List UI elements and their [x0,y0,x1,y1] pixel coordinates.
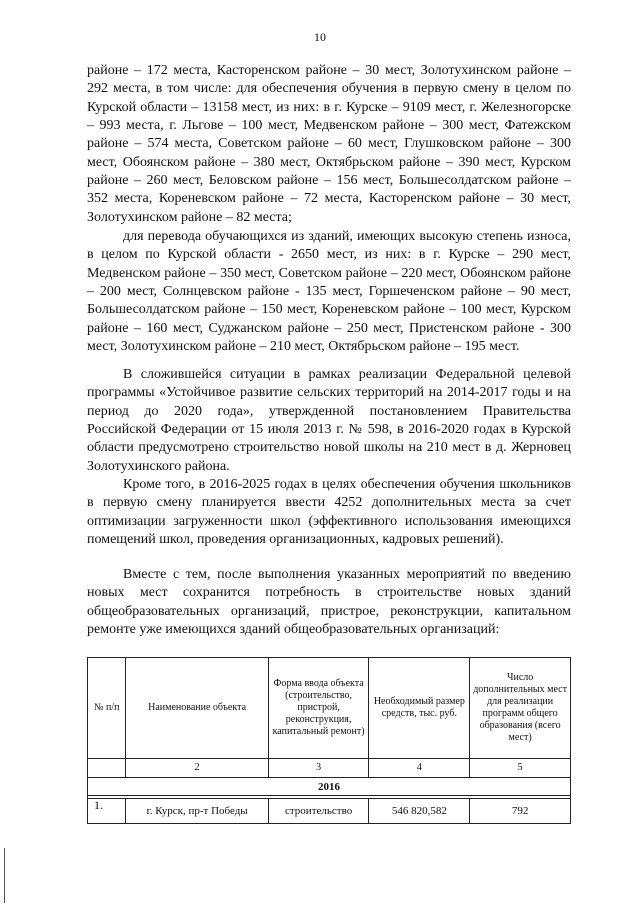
paragraph-3 [87,366,571,476]
header-input-form: Форма ввода объекта (строительство, пристрой, реконструкция, капитальный ремонт) [268,658,369,759]
header-object-name: Наименование объекта [126,658,268,759]
column-number: 5 [470,759,571,778]
table-column-numbers-row [88,759,571,778]
header-required-funds: Необходимый размер средств, тыс. руб. [369,658,470,759]
column-number: 4 [369,759,470,778]
column-number [88,759,126,778]
paragraph-5 [87,566,571,639]
column-number: 2 [126,759,268,778]
table-year-row [88,778,571,796]
header-number: № п/п [88,658,126,759]
year-label: 2016 [88,778,571,796]
table-row [88,799,571,824]
row-number: 1. [88,799,126,824]
header-additional-places: Число дополнительных мест для реализации программ общего образования (всего мест) [470,658,571,759]
paragraph-text: районе – 172 места, Касторенском районе – 30 мест, Золотухинском районе – 292 места, в том числе: для обеспечения обучения в первую смену в целом по Курской области – 13158 мест, из них: в г. Курске – 9109 мест, г. Железногорске – 993 места, г. Льгове – 100 мест, Медвенском районе – 300 мест, Фатежском районе – 574 места, Советском районе – 60 мест, Глушковском районе – 300 мест, Обоянском районе – 380 мест, Октябрьском районе – 390 мест, Курском районе – 260 мест, Беловском районе – 156 мест, Большесолдатском районе – 352 места, Кореневском районе – 72 места, Касторенском районе – 30 мест, Золотухинском районе – 82 места; [87,63,571,225]
row-additional-places: 792 [470,799,571,824]
page-number: 10 [314,30,326,44]
scan-edge-mark [4,848,5,903]
paragraph-2 [87,228,571,356]
row-required-funds: 546 820,582 [369,799,470,824]
paragraph-4 [87,476,571,549]
paragraph-text: Вместе с тем, после выполнения указанных мероприятий по введению новых мест сохранится потребность в строительстве новых зданий общеобразовательных организаций, пристрое, реконструкции, капитальном ремонте уже имеющихся зданий общеобразовательных организаций: [87,567,571,638]
paragraph-text: В сложившейся ситуации в рамках реализации Федеральной целевой программы «Устойчивое развитие сельских территорий на 2014-2017 годы и на период до 2020 года», утвержденной постановлением Правительства Российской Федерации от 15 июля 2013 г. № 598, в 2016-2020 годах в Курской области предусмотрено строительство новой школы на 210 мест в д. Жерновец Золотухинского района. [87,367,571,474]
paragraph-text: Кроме того, в 2016-2025 годах в целях обеспечения обучения школьников в первую смену планируется ввести 4252 дополнительных места за счет оптимизации загруженности школ (эффективного использования имеющихся помещений школ, проведения организационных, кадровых решений). [87,477,571,548]
paragraph-1 [87,62,571,227]
row-object-name: г. Курск, пр-т Победы [126,799,268,824]
table-header-row [88,658,571,759]
column-number: 3 [268,759,369,778]
paragraph-text: для перевода обучающихся из зданий, имеющих высокую степень износа, в целом по Курской области - 2650 мест, из них: в г. Курске – 290 мест, Медвенском районе – 350 мест, Советском районе – 220 мест, Обоянском районе – 200 мест, Солнцевском районе - 135 мест, Горшеченском районе – 90 мест, Большесолдатском районе – 150 мест, Кореневском районе – 100 мест, Курском районе – 160 мест, Суджанском районе – 250 мест, Пристенском районе - 300 мест, Золотухинском районе – 210 мест, Октябрьском районе – 195 мест. [87,229,571,355]
objects-table [87,657,571,824]
row-input-form: строительство [268,799,369,824]
